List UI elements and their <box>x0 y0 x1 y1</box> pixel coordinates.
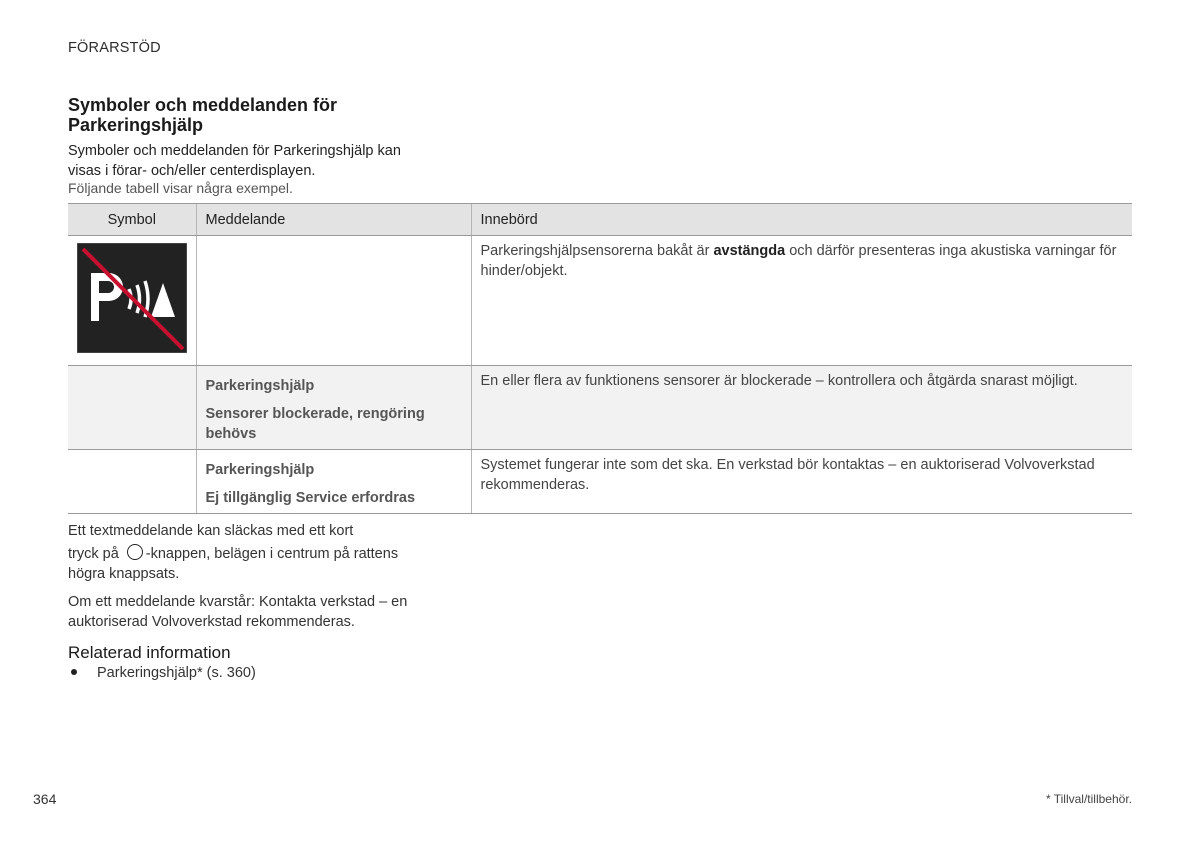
table-row <box>68 366 1132 450</box>
symbol-cell <box>68 450 196 514</box>
circle-button-icon <box>127 544 143 560</box>
related-link[interactable]: Parkeringshjälp* (s. 360) <box>97 665 256 681</box>
body-text: tryck på <box>68 546 119 562</box>
body-text-end: -knappen, belägen i centrum på rattens högra knappsats. <box>68 546 399 582</box>
col-header-meaning: Innebörd <box>471 204 1132 236</box>
col-header-message: Meddelande <box>196 204 471 236</box>
table-row <box>68 450 1132 514</box>
message-title: Parkeringshjälp <box>205 462 315 478</box>
body-paragraph-1 <box>68 544 408 584</box>
message-cell <box>196 236 471 366</box>
message-detail: Ej tillgänglig Service erfordras <box>205 490 416 506</box>
message-cell <box>196 366 471 450</box>
bullet-icon <box>71 669 77 675</box>
meaning-text-end: och därför presenteras inga akustiska varningar för hinder/objekt. <box>480 243 1117 279</box>
section-header: FÖRARSTÖD <box>68 40 161 56</box>
message-title: Parkeringshjälp <box>205 378 315 394</box>
intro-subtext: Följande tabell visar några exempel. <box>68 180 293 196</box>
col-header-symbol: Symbol <box>68 204 196 236</box>
message-cell <box>196 450 471 514</box>
meaning-bold: avstängda <box>713 243 786 259</box>
related-info-item[interactable] <box>68 665 256 681</box>
meaning-text: Parkeringshjälpsensorerna bakåt är <box>480 243 714 259</box>
footnote: * Tillval/tillbehör. <box>1045 792 1132 806</box>
table-row <box>68 236 1132 366</box>
meaning-cell: En eller flera av funktionens sensorer är blockerade – kontrollera och åtgärda snarast möjligt. <box>471 366 1132 450</box>
body-paragraph-2: Om ett meddelande kvarstår: Kontakta verkstad – en auktoriserad Volvoverkstad rekommenderas. <box>68 594 408 630</box>
symbol-cell <box>68 366 196 450</box>
related-info-heading: Relaterad information <box>68 643 231 662</box>
page-title: Symboler och meddelanden för Parkeringshjälp <box>68 95 338 135</box>
symbol-cell <box>68 236 196 366</box>
body-paragraph-1-line1: Ett textmeddelande kan släckas med ett kort <box>68 523 354 539</box>
meaning-cell: Systemet fungerar inte som det ska. En verkstad bör kontaktas – en auktoriserad Volvoverkstad rekommenderas. <box>471 450 1132 514</box>
parking-assist-off-icon <box>77 243 187 353</box>
meaning-cell <box>471 236 1132 366</box>
table-header-row <box>68 204 1132 236</box>
intro-text: Symboler och meddelanden för Parkeringshjälp kan visas i förar- och/eller centerdisplayen. <box>68 143 401 179</box>
symbols-table <box>68 203 1132 514</box>
message-detail: Sensorer blockerade, rengöring behövs <box>205 406 425 442</box>
page-number: 364 <box>33 791 57 807</box>
